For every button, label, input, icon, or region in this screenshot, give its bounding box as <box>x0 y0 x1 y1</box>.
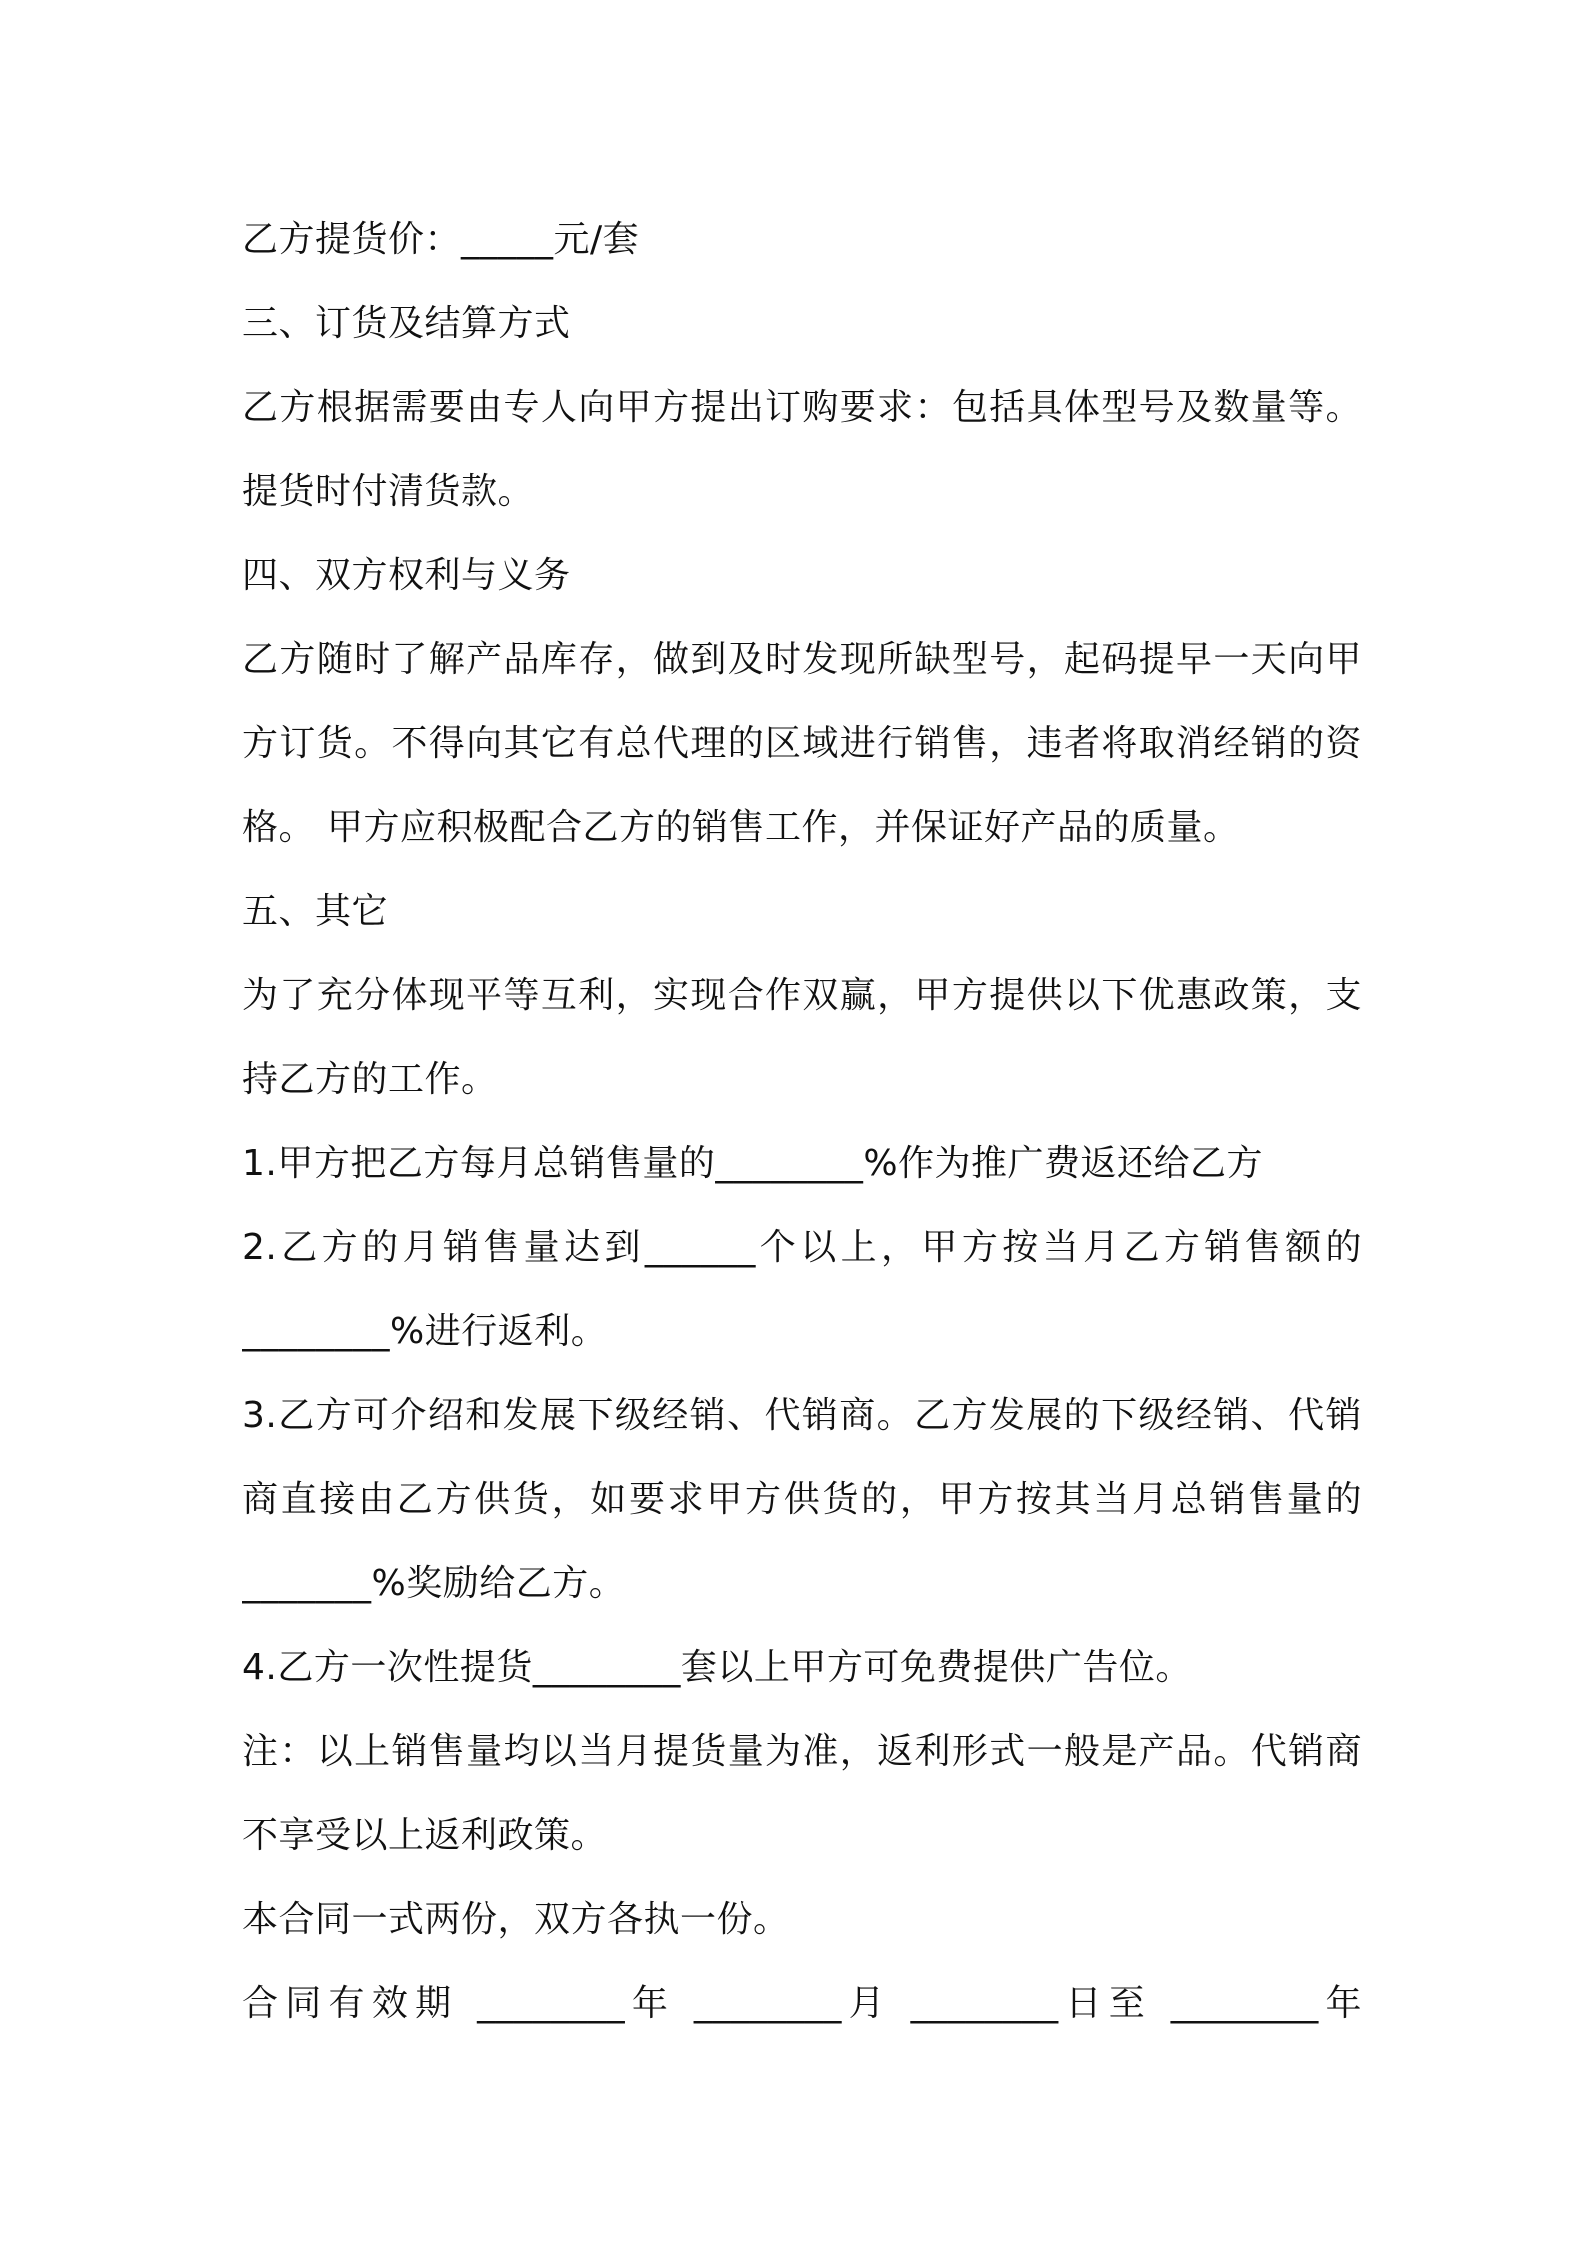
line-payment-on-pickup: 提货时付清货款。 <box>242 471 535 512</box>
heading-ordering-settlement: 三、订货及结算方式 <box>242 303 571 344</box>
line-ordering-request: 乙方根据需要由专人向甲方提出订购要求：包括具体型号及数量等。 <box>242 387 1362 428</box>
item-subdistributor-reward: _______%奖励给乙方。 <box>242 1563 626 1604</box>
item-ad-space: 4.乙方一次性提货________套以上甲方可免费提供广告位。 <box>242 1647 1192 1688</box>
line-quality-guarantee: 格。 甲方应积极配合乙方的销售工作，并保证好产品的质量。 <box>242 807 1240 848</box>
heading-other: 五、其它 <box>242 891 389 932</box>
item-promotion-rebate: 1.甲方把乙方每月总销售量的________%作为推广费返还给乙方 <box>242 1143 1264 1184</box>
contract-text <box>242 198 1362 2046</box>
item-subdistributor-supply: 商直接由乙方供货，如要求甲方供货的，甲方按其当月总销售量的 <box>242 1479 1362 1520</box>
heading-rights-obligations: 四、双方权利与义务 <box>242 555 571 596</box>
line-inventory-tracking: 乙方随时了解产品库存，做到及时发现所缺型号，起码提早一天向甲 <box>242 639 1362 680</box>
line-region-restriction: 方订货。不得向其它有总代理的区域进行销售，违者将取消经销的资 <box>242 723 1362 764</box>
item-subdistributor-development: 3.乙方可介绍和发展下级经销、代销商。乙方发展的下级经销、代销 <box>242 1395 1362 1436</box>
note-agent-exclusion: 不享受以上返利政策。 <box>242 1815 608 1856</box>
item-monthly-sales-rebate-cont: ________%进行返利。 <box>242 1311 608 1352</box>
item-monthly-sales-rebate: 2.乙方的月销售量达到______个以上，甲方按当月乙方销售额的 <box>242 1227 1362 1268</box>
line-preferential-policy: 为了充分体现平等互利，实现合作双赢，甲方提供以下优惠政策，支 <box>242 975 1362 1016</box>
line-pickup-price: 乙方提货价：_____元/套 <box>242 219 640 260</box>
line-support-work: 持乙方的工作。 <box>242 1059 498 1100</box>
note-sales-volume: 注：以上销售量均以当月提货量为准，返利形式一般是产品。代销商 <box>242 1731 1362 1772</box>
line-copies: 本合同一式两份，双方各执一份。 <box>242 1899 790 1940</box>
line-validity-period: 合同有效期 ________年 ________月 ________日至 ________年 <box>242 1983 1362 2024</box>
